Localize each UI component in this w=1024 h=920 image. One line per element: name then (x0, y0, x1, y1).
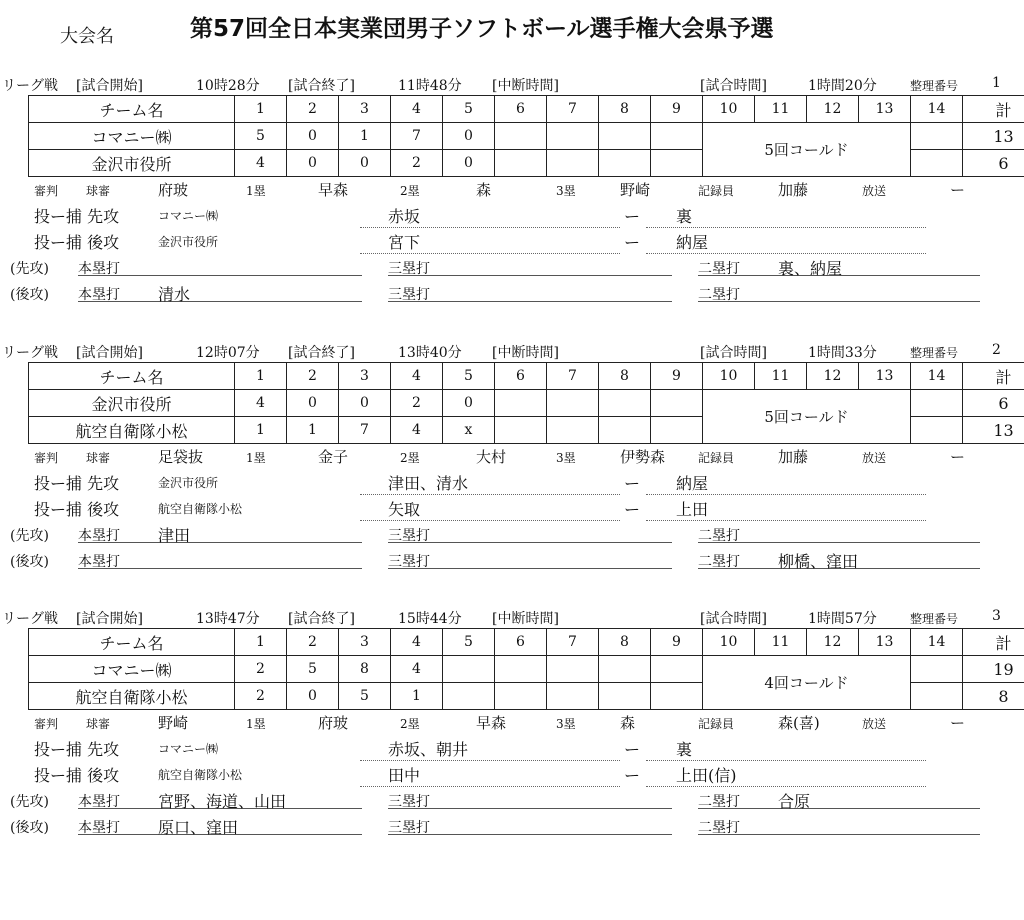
triple-label: 三塁打 (388, 794, 430, 810)
plate-umpire: 足袋抜 (158, 448, 204, 466)
team-name: 航空自衛隊小松 (29, 683, 235, 710)
tournament-label: 大会名 (60, 26, 114, 47)
double-label: 二塁打 (698, 287, 740, 303)
side-label: (後攻) (10, 820, 49, 836)
suspend-label: [中断時間] (492, 345, 559, 361)
inning-header: 5 (443, 363, 495, 390)
inning-header: 13 (859, 363, 911, 390)
inning-header: 1 (235, 363, 287, 390)
inning-score: 0 (339, 150, 391, 177)
base1-label: 1塁 (246, 184, 266, 198)
inning-header: 3 (339, 629, 391, 656)
battery-dash: ー (624, 740, 641, 759)
battery-line (0, 471, 1024, 495)
inning-score (547, 390, 599, 417)
game-header (2, 342, 1012, 362)
triple-players (388, 256, 672, 276)
broadcast-label: 放送 (862, 184, 887, 198)
team-total: 6 (963, 390, 1024, 417)
inning-score (599, 390, 651, 417)
referee-label: 審判 (34, 184, 59, 198)
triple-label: 三塁打 (388, 820, 430, 836)
inning-score (651, 417, 703, 444)
inning-header: 7 (547, 363, 599, 390)
inning-score: 5 (287, 656, 339, 683)
side-label: (先攻) (10, 261, 49, 277)
game-header (2, 75, 1012, 95)
hr-players (78, 256, 362, 276)
inning-score: 8 (339, 656, 391, 683)
battery-label: 投ー捕 後攻 (34, 500, 120, 519)
end-time: 13時40分 (398, 345, 462, 361)
inning-score-14 (911, 123, 963, 150)
inning-score: 4 (391, 417, 443, 444)
inning-score: 0 (287, 123, 339, 150)
base2-label: 2塁 (400, 717, 420, 731)
inning-score (651, 390, 703, 417)
duration-value: 1時間33分 (808, 345, 877, 361)
end-label: [試合終了] (288, 78, 355, 94)
team-name: コマニー㈱ (29, 123, 235, 150)
inning-score (443, 683, 495, 710)
side-label: (先攻) (10, 528, 49, 544)
team-total: 6 (963, 150, 1024, 177)
inning-score: x (443, 417, 495, 444)
battery-dash: ー (624, 500, 641, 519)
double-players: 裏、納屋 (698, 256, 980, 276)
inning-score: 2 (391, 150, 443, 177)
inning-header: 7 (547, 629, 599, 656)
team-row (29, 123, 1024, 150)
team-name: コマニー㈱ (29, 656, 235, 683)
inning-header: 1 (235, 96, 287, 123)
hits-line (0, 815, 1024, 839)
inning-header: 13 (859, 629, 911, 656)
duration-value: 1時間20分 (808, 78, 877, 94)
hr-players: 原口、窪田 (78, 815, 362, 835)
inning-header: 11 (755, 629, 807, 656)
catcher-names: 裏 (646, 737, 926, 761)
hits-line (0, 282, 1024, 306)
inning-header: 8 (599, 629, 651, 656)
battery-team: 航空自衛隊小松 (158, 502, 243, 516)
hr-label: 本塁打 (78, 528, 120, 544)
double-players: 合原 (698, 789, 980, 809)
inning-header: 12 (807, 96, 859, 123)
broadcast-label: 放送 (862, 451, 887, 465)
inning-score (651, 683, 703, 710)
inning-score: 0 (287, 150, 339, 177)
inning-header: 10 (703, 363, 755, 390)
inning-score: 0 (339, 390, 391, 417)
double-players (698, 815, 980, 835)
catcher-names: 裏 (646, 204, 926, 228)
hr-label: 本塁打 (78, 261, 120, 277)
catcher-names: 納屋 (646, 230, 926, 254)
base2-umpire: 早森 (476, 714, 507, 732)
double-players (698, 282, 980, 302)
base2-label: 2塁 (400, 184, 420, 198)
inning-score (599, 656, 651, 683)
triple-players (388, 523, 672, 543)
scoreboard-table (28, 95, 1024, 177)
inning-score (495, 150, 547, 177)
inning-header: 9 (651, 363, 703, 390)
battery-team: 金沢市役所 (158, 235, 219, 249)
start-time: 12時07分 (196, 345, 260, 361)
battery-label: 投ー捕 後攻 (34, 233, 120, 252)
team-row (29, 656, 1024, 683)
team-total: 13 (963, 417, 1024, 444)
hr-label: 本塁打 (78, 820, 120, 836)
start-time: 10時28分 (196, 78, 260, 94)
battery-line (0, 497, 1024, 521)
called-game-note: 5回コールド (703, 390, 911, 444)
triple-players (388, 789, 672, 809)
inning-score: 1 (235, 417, 287, 444)
table-header-row (29, 629, 1024, 656)
inning-score (443, 656, 495, 683)
inning-header: 4 (391, 96, 443, 123)
team-name: 航空自衛隊小松 (29, 417, 235, 444)
base1-umpire: 府玻 (318, 714, 349, 732)
inning-header: 8 (599, 96, 651, 123)
start-label: [試合開始] (76, 78, 143, 94)
battery-team: コマニー㈱ (158, 742, 219, 756)
inning-header: 10 (703, 629, 755, 656)
umpire-line (0, 712, 1024, 732)
inning-score (547, 683, 599, 710)
double-label: 二塁打 (698, 528, 740, 544)
inning-header: 9 (651, 629, 703, 656)
duration-label: [試合時間] (700, 611, 767, 627)
inning-header: 6 (495, 96, 547, 123)
team-name-header: チーム名 (29, 629, 235, 656)
start-label: [試合開始] (76, 345, 143, 361)
game-number: 1 (992, 75, 1001, 91)
inning-header: 12 (807, 363, 859, 390)
duration-label: [試合時間] (700, 345, 767, 361)
team-row (29, 390, 1024, 417)
inning-score (547, 150, 599, 177)
start-label: [試合開始] (76, 611, 143, 627)
inning-header: 2 (287, 363, 339, 390)
total-header: 計 (963, 629, 1024, 656)
inning-header: 3 (339, 363, 391, 390)
league-label: リーグ戦 (2, 78, 58, 94)
team-name: 金沢市役所 (29, 150, 235, 177)
hits-line (0, 523, 1024, 547)
inning-score: 5 (235, 123, 287, 150)
suspend-label: [中断時間] (492, 611, 559, 627)
base3-umpire: 野崎 (620, 181, 651, 199)
inning-score: 2 (391, 390, 443, 417)
start-time: 13時47分 (196, 611, 260, 627)
inning-score (599, 123, 651, 150)
battery-dash: ー (624, 233, 641, 252)
catcher-names: 上田 (646, 497, 926, 521)
base3-label: 3塁 (556, 451, 576, 465)
recorder-label: 記録員 (698, 451, 735, 465)
pitcher-names: 田中 (360, 763, 620, 787)
league-label: リーグ戦 (2, 345, 58, 361)
broadcast-label: 放送 (862, 717, 887, 731)
triple-players (388, 815, 672, 835)
catcher-names: 上田(信) (646, 763, 926, 787)
inning-score (495, 390, 547, 417)
inning-header: 6 (495, 363, 547, 390)
inning-score (547, 417, 599, 444)
team-total: 13 (963, 123, 1024, 150)
inning-header: 14 (911, 96, 963, 123)
double-label: 二塁打 (698, 820, 740, 836)
inning-header: 10 (703, 96, 755, 123)
catcher-names: 納屋 (646, 471, 926, 495)
battery-team: 航空自衛隊小松 (158, 768, 243, 782)
recorder-name: 加藤 (778, 448, 809, 466)
battery-dash: ー (624, 766, 641, 785)
triple-label: 三塁打 (388, 287, 430, 303)
inning-score-14 (911, 656, 963, 683)
referee-label: 審判 (34, 717, 59, 731)
team-name-header: チーム名 (29, 363, 235, 390)
battery-team: コマニー㈱ (158, 209, 219, 223)
battery-team: 金沢市役所 (158, 476, 219, 490)
battery-dash: ー (624, 207, 641, 226)
battery-line (0, 204, 1024, 228)
inning-score-14 (911, 150, 963, 177)
umpire-line (0, 179, 1024, 199)
inning-header: 13 (859, 96, 911, 123)
team-total: 8 (963, 683, 1024, 710)
seiri-label: 整理番号 (910, 79, 959, 93)
inning-score (599, 683, 651, 710)
battery-label: 投ー捕 後攻 (34, 766, 120, 785)
league-label: リーグ戦 (2, 611, 58, 627)
game-header (2, 608, 1012, 628)
game-block (0, 75, 1024, 315)
end-label: [試合終了] (288, 345, 355, 361)
recorder-label: 記録員 (698, 717, 735, 731)
broadcast-value: ー (950, 714, 966, 732)
end-label: [試合終了] (288, 611, 355, 627)
double-players (698, 523, 980, 543)
inning-score: 5 (339, 683, 391, 710)
hr-players (78, 549, 362, 569)
inning-score-14 (911, 683, 963, 710)
triple-label: 三塁打 (388, 261, 430, 277)
game-block (0, 608, 1024, 848)
inning-score: 0 (287, 390, 339, 417)
inning-header: 9 (651, 96, 703, 123)
hits-line (0, 789, 1024, 813)
inning-score: 0 (443, 150, 495, 177)
triple-label: 三塁打 (388, 528, 430, 544)
side-label: (後攻) (10, 554, 49, 570)
inning-score: 1 (287, 417, 339, 444)
pitcher-names: 赤坂 (360, 204, 620, 228)
duration-label: [試合時間] (700, 78, 767, 94)
inning-score (495, 656, 547, 683)
team-name-header: チーム名 (29, 96, 235, 123)
inning-header: 11 (755, 96, 807, 123)
inning-header: 5 (443, 629, 495, 656)
inning-header: 7 (547, 96, 599, 123)
plate-label: 球審 (86, 717, 111, 731)
game-number: 3 (992, 608, 1001, 624)
game-number: 2 (992, 342, 1001, 358)
side-label: (先攻) (10, 794, 49, 810)
base2-label: 2塁 (400, 451, 420, 465)
recorder-label: 記録員 (698, 184, 735, 198)
battery-line (0, 737, 1024, 761)
base2-umpire: 大村 (476, 448, 507, 466)
total-header: 計 (963, 363, 1024, 390)
inning-score-14 (911, 390, 963, 417)
plate-label: 球審 (86, 451, 111, 465)
inning-header: 12 (807, 629, 859, 656)
triple-players (388, 282, 672, 302)
team-total: 19 (963, 656, 1024, 683)
base3-label: 3塁 (556, 184, 576, 198)
referee-label: 審判 (34, 451, 59, 465)
inning-score-14 (911, 417, 963, 444)
inning-score (651, 150, 703, 177)
triple-label: 三塁打 (388, 554, 430, 570)
base3-umpire: 森 (620, 714, 636, 732)
triple-players (388, 549, 672, 569)
inning-header: 5 (443, 96, 495, 123)
inning-score (495, 123, 547, 150)
base1-umpire: 早森 (318, 181, 349, 199)
hits-line (0, 256, 1024, 280)
recorder-name: 森(喜) (778, 714, 820, 732)
broadcast-value: ー (950, 181, 966, 199)
inning-header: 2 (287, 629, 339, 656)
inning-header: 6 (495, 629, 547, 656)
inning-score: 0 (287, 683, 339, 710)
hits-line (0, 549, 1024, 573)
called-game-note: 4回コールド (703, 656, 911, 710)
inning-score (599, 417, 651, 444)
battery-line (0, 763, 1024, 787)
pitcher-names: 矢取 (360, 497, 620, 521)
scoreboard-table (28, 362, 1024, 444)
base2-umpire: 森 (476, 181, 492, 199)
inning-header: 3 (339, 96, 391, 123)
hr-label: 本塁打 (78, 287, 120, 303)
inning-score (599, 150, 651, 177)
inning-score: 1 (339, 123, 391, 150)
inning-score: 4 (391, 656, 443, 683)
inning-score (547, 123, 599, 150)
base3-label: 3塁 (556, 717, 576, 731)
battery-label: 投ー捕 先攻 (34, 740, 120, 759)
suspend-label: [中断時間] (492, 78, 559, 94)
duration-value: 1時間57分 (808, 611, 877, 627)
inning-score: 1 (391, 683, 443, 710)
inning-header: 8 (599, 363, 651, 390)
double-label: 二塁打 (698, 554, 740, 570)
inning-score: 4 (235, 390, 287, 417)
base1-umpire: 金子 (318, 448, 349, 466)
inning-score (651, 656, 703, 683)
inning-score (495, 683, 547, 710)
seiri-label: 整理番号 (910, 346, 959, 360)
battery-label: 投ー捕 先攻 (34, 207, 120, 226)
umpire-line (0, 446, 1024, 466)
plate-umpire: 野崎 (158, 714, 189, 732)
pitcher-names: 赤坂、朝井 (360, 737, 620, 761)
pitcher-names: 宮下 (360, 230, 620, 254)
hr-label: 本塁打 (78, 794, 120, 810)
base3-umpire: 伊勢森 (620, 448, 666, 466)
side-label: (後攻) (10, 287, 49, 303)
end-time: 11時48分 (398, 78, 462, 94)
total-header: 計 (963, 96, 1024, 123)
page-title: 第57回全日本実業団男子ソフトボール選手権大会県予選 (190, 16, 774, 42)
inning-score (495, 417, 547, 444)
game-block (0, 342, 1024, 582)
recorder-name: 加藤 (778, 181, 809, 199)
inning-score: 2 (235, 683, 287, 710)
inning-header: 4 (391, 629, 443, 656)
team-name: 金沢市役所 (29, 390, 235, 417)
base1-label: 1塁 (246, 451, 266, 465)
hr-label: 本塁打 (78, 554, 120, 570)
inning-score: 7 (391, 123, 443, 150)
pitcher-names: 津田、清水 (360, 471, 620, 495)
table-header-row (29, 363, 1024, 390)
end-time: 15時44分 (398, 611, 462, 627)
hr-players: 清水 (78, 282, 362, 302)
inning-score: 2 (235, 656, 287, 683)
inning-score: 7 (339, 417, 391, 444)
battery-line (0, 230, 1024, 254)
plate-label: 球審 (86, 184, 111, 198)
double-label: 二塁打 (698, 794, 740, 810)
inning-header: 14 (911, 629, 963, 656)
table-header-row (29, 96, 1024, 123)
base1-label: 1塁 (246, 717, 266, 731)
seiri-label: 整理番号 (910, 612, 959, 626)
double-players: 柳橋、窪田 (698, 549, 980, 569)
double-label: 二塁打 (698, 261, 740, 277)
plate-umpire: 府玻 (158, 181, 189, 199)
hr-players: 津田 (78, 523, 362, 543)
inning-score: 0 (443, 123, 495, 150)
called-game-note: 5回コールド (703, 123, 911, 177)
inning-score: 0 (443, 390, 495, 417)
inning-header: 1 (235, 629, 287, 656)
inning-header: 11 (755, 363, 807, 390)
scoreboard-table (28, 628, 1024, 710)
hr-players: 宮野、海道、山田 (78, 789, 362, 809)
inning-header: 4 (391, 363, 443, 390)
inning-header: 2 (287, 96, 339, 123)
battery-label: 投ー捕 先攻 (34, 474, 120, 493)
broadcast-value: ー (950, 448, 966, 466)
inning-header: 14 (911, 363, 963, 390)
inning-score: 4 (235, 150, 287, 177)
inning-score (547, 656, 599, 683)
battery-dash: ー (624, 474, 641, 493)
inning-score (651, 123, 703, 150)
